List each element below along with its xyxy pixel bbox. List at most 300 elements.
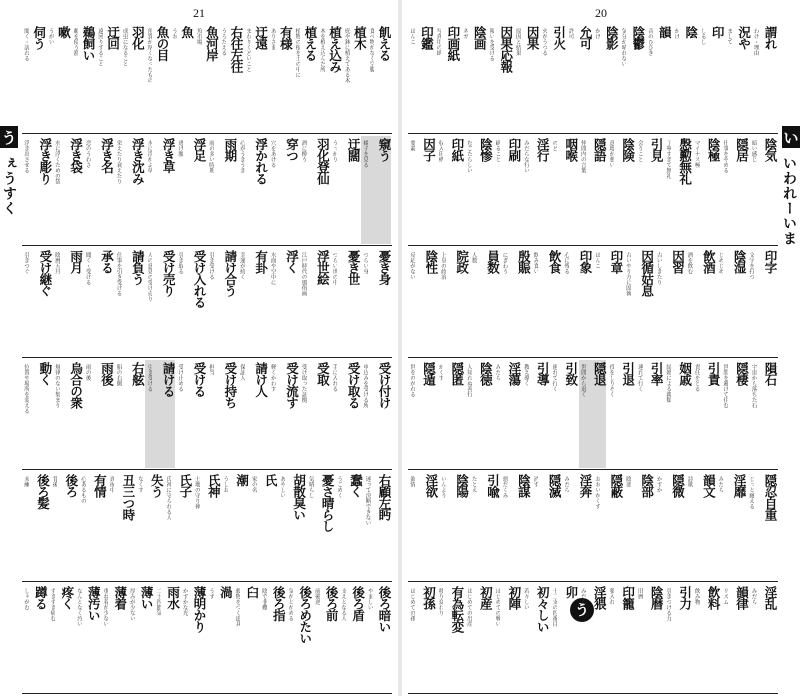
entry-definition: 庭や鉢に植えてある木 [343, 28, 350, 83]
dictionary-entry [269, 248, 299, 356]
entry-definition: 支えとなる人 [340, 588, 347, 621]
dictionary-entry [721, 360, 748, 468]
entry-definition: 心に残る [563, 252, 570, 274]
dictionary-entry [154, 584, 179, 692]
entry-definition: なんとなく汚い [75, 588, 82, 627]
entry-definition: にぎわう [501, 252, 508, 274]
entry-headword: 印象 [577, 250, 593, 273]
dictionary-entry [646, 24, 671, 132]
entry-definition: たとえ [470, 476, 477, 493]
entry-headword: 印字 [762, 250, 778, 273]
dictionary-entry [170, 24, 194, 132]
entry-definition: 穀物をつく道具 [234, 588, 241, 627]
dictionary-entry [725, 24, 750, 132]
entry-headword: 失う [149, 474, 165, 497]
entry-band [22, 472, 392, 580]
right-page [402, 0, 800, 696]
entry-definition: 聞く・受ける [84, 252, 91, 285]
entry-band [408, 472, 778, 580]
entry-definition: 人知れぬ善行 [465, 364, 472, 397]
entry-headword: 陰暦 [649, 586, 665, 609]
dictionary-entry [699, 24, 724, 132]
entry-definition: 規律のない集まり [53, 364, 60, 408]
dictionary-entry [193, 472, 220, 580]
entry-headword: 受取 [315, 362, 331, 385]
entry-headword: 有様 [278, 26, 294, 49]
entry-definition: はじめての戦い [494, 588, 501, 627]
entry-headword: 羽化 [130, 26, 146, 49]
entry-headword: 潮 [234, 474, 250, 486]
entry-headword: 受け売り [161, 250, 177, 296]
entry-headword: 受け入れる [191, 250, 207, 308]
entry-definition: 厚みが少ない [128, 588, 135, 621]
dictionary-entry [408, 136, 435, 244]
dictionary-entry [176, 360, 206, 468]
entry-definition: 江戸時代の風俗画 [300, 252, 307, 296]
entry-definition: うがい [47, 28, 54, 45]
entry-headword: 薄汚い [86, 586, 102, 621]
entry-headword: 因習 [670, 250, 686, 273]
dictionary-entry [672, 24, 697, 132]
entry-headword: 況や [736, 26, 752, 49]
entry-definition: 人の意見の受け売り [146, 252, 153, 302]
entry-band [408, 248, 778, 356]
entry-headword: 陰鬱 [630, 26, 646, 49]
entry-headword: 浮足 [191, 138, 207, 161]
dictionary-entry [493, 136, 520, 244]
dictionary-entry [343, 24, 367, 132]
entry-headword: 右往左往 [228, 26, 244, 72]
entry-definition: 前後逆 [313, 588, 320, 605]
entry-band [408, 584, 778, 692]
entry-definition: 連れて行く [551, 364, 558, 392]
dictionary-entry [75, 584, 100, 692]
entry-definition: じっと耐える [748, 476, 755, 509]
entry-headword: 員数 [485, 250, 501, 273]
dictionary-entry [408, 248, 438, 356]
dictionary-entry [176, 248, 206, 356]
entry-headword: 胡散臭い [291, 474, 307, 520]
entry-headword: 咽喉 [563, 138, 579, 161]
dictionary-entry [195, 24, 219, 132]
entry-definition: 角質が厚くなったもの [146, 28, 153, 83]
dictionary-entry [53, 360, 83, 468]
entry-headword: 渦 [218, 586, 234, 598]
entry-definition: 二十四節気 [155, 588, 162, 616]
dictionary-entry [330, 360, 360, 468]
dictionary-entry [465, 584, 492, 692]
entry-headword: 右顧左眄 [376, 474, 392, 520]
dictionary-entry [207, 136, 237, 244]
entry-headword: 受ける [191, 362, 207, 397]
entry-definition: わけ・理由 [752, 28, 759, 56]
entry-headword: 引致 [563, 362, 579, 385]
entry-definition: 陰部 [624, 476, 631, 487]
entry-definition: かげ [673, 28, 680, 39]
entry-headword: 受け継ぐ [37, 250, 53, 296]
dictionary-entry [250, 472, 277, 580]
entry-headword: 鵜飼い [80, 26, 96, 61]
entry-headword: 憂さ晴らし [320, 474, 336, 532]
entry-band [408, 24, 778, 132]
entry-headword: 初々しい [535, 586, 551, 632]
entry-definition: 背後 [51, 476, 58, 487]
entry-headword: 陰 [683, 26, 699, 38]
entry-headword: 魚の目 [154, 26, 170, 61]
dictionary-entry [22, 24, 46, 132]
entry-band [408, 360, 778, 468]
dictionary-entry [531, 472, 561, 580]
entry-definition: 雨の後 [84, 364, 91, 381]
entry-definition: 恋のうわさ [84, 140, 91, 168]
dictionary-entry [219, 24, 243, 132]
entry-headword: 印画紙 [445, 26, 461, 61]
dictionary-entry [461, 24, 486, 132]
band-divider [408, 693, 778, 694]
dictionary-entry [107, 472, 134, 580]
entry-definition: いんよう [439, 476, 446, 498]
entry-definition: ネガ [461, 28, 468, 39]
band-divider [408, 581, 778, 582]
entry-headword: 印 [710, 26, 726, 38]
entry-headword: 臼 [244, 586, 260, 598]
entry-headword: 植え込み [327, 26, 343, 72]
entry-definition: 責任をとる [693, 364, 700, 392]
entry-headword: 請け合う [222, 250, 238, 296]
dictionary-entry [567, 24, 592, 132]
entry-definition: 受け止める [177, 364, 184, 392]
dictionary-entry [278, 472, 305, 580]
entry-headword: 陰極 [706, 138, 722, 161]
dictionary-entry [50, 472, 77, 580]
entry-definition: 引きつける力 [665, 588, 672, 621]
entry-headword: 後ろ [63, 474, 79, 497]
dictionary-entry [693, 360, 720, 468]
dictionary-entry [439, 472, 469, 580]
entry-definition: 暗い感じ [750, 140, 757, 162]
entry-definition: 引きつぐ [23, 252, 29, 274]
entry-headword: 動く [37, 362, 53, 385]
entry-definition: 心あるもの [79, 476, 86, 504]
dictionary-entry [136, 472, 163, 580]
entry-definition: 気がとがめる [287, 588, 294, 621]
entry-definition: 連れて行く [636, 364, 643, 392]
entry-definition: 十二支の四番目 [551, 588, 558, 627]
entry-headword: 初産 [478, 586, 494, 609]
entry-headword: 飢える [376, 26, 392, 61]
entry-headword: 後ろ暗い [376, 586, 392, 632]
entry-headword: 烏合の衆 [68, 362, 84, 408]
entry-headword: 受け流す [284, 362, 300, 408]
dictionary-entry [436, 360, 463, 468]
entry-definition: しゃがむ [23, 588, 29, 610]
entry-headword: 嗽 [56, 26, 72, 38]
entry-headword: 隠居 [734, 138, 750, 161]
dictionary-entry [47, 24, 71, 132]
entry-definition: 遠回りすること [97, 28, 103, 67]
dictionary-entry [636, 360, 663, 468]
entry-definition: 保証人 [238, 364, 245, 381]
dictionary-entry [501, 248, 531, 356]
entry-headword: 浮く [284, 250, 300, 273]
entry-definition: はんこ [594, 252, 600, 269]
entry-definition: つらい世の中 [331, 252, 338, 285]
entry-definition: うしお [222, 476, 229, 493]
entry-definition: 未練 [23, 476, 29, 487]
entry-headword: 陰徳 [478, 362, 494, 385]
entry-definition: 引き受ける [146, 364, 153, 392]
entry-headword: 浮き名 [99, 138, 115, 173]
entry-headword: 承る [99, 250, 115, 273]
entry-definition: おおいかくす [594, 476, 600, 509]
entry-definition: うろたえる [220, 28, 227, 56]
entry-headword: 植木 [352, 26, 368, 49]
dictionary-entry [48, 584, 73, 692]
entry-headword: 請ける [161, 362, 177, 397]
entry-definition: 食べ物がなく空腹 [368, 28, 375, 72]
entry-headword: 魚河岸 [204, 26, 220, 61]
entry-headword: 丑三つ時 [120, 474, 136, 520]
dictionary-entry [145, 136, 175, 244]
entry-definition: 仲間内の言葉 [579, 140, 586, 173]
dictionary-entry [330, 248, 360, 356]
entry-headword: 初孫 [421, 586, 437, 609]
entry-band [22, 248, 392, 356]
entry-headword: 韻律 [734, 586, 750, 609]
entry-headword: 允可 [577, 26, 593, 49]
entry-definition: 移り変わり [437, 588, 444, 616]
entry-headword: 陰険 [620, 138, 636, 161]
entry-definition: 上皇の政治 [439, 252, 446, 280]
entry-definition: マイナス極 [693, 140, 700, 168]
dictionary-entry [664, 584, 691, 692]
entry-headword: 伺う [31, 26, 47, 49]
dictionary-entry [84, 248, 114, 356]
entry-headword: 印章 [608, 250, 624, 273]
entry-definition: みだら [494, 364, 501, 381]
entry-band [22, 360, 392, 468]
entry-headword: 隠忍自重 [762, 474, 778, 520]
entry-definition: 栄えたり衰えたり [115, 140, 122, 184]
dictionary-entry [22, 248, 52, 356]
dictionary-entry [655, 472, 685, 580]
entry-definition: 仕事を引き受ける [115, 252, 122, 296]
entry-headword: 氏神 [206, 474, 222, 497]
dictionary-entry [747, 248, 777, 356]
dictionary-entry [693, 584, 720, 692]
entry-headword: 有卦 [253, 250, 269, 273]
dictionary-entry [366, 584, 391, 692]
dictionary-entry [269, 24, 293, 132]
entry-band [22, 136, 392, 244]
dictionary-entry [367, 24, 391, 132]
entry-definition: 人数 [470, 252, 477, 263]
entry-definition: 重ね着が少ない [102, 588, 109, 627]
entry-definition: のど [551, 140, 558, 151]
dictionary-entry [607, 360, 634, 468]
section-marker-u: う [570, 598, 594, 622]
entry-headword: 雨水 [165, 586, 181, 609]
dictionary-entry [176, 136, 206, 244]
dictionary-entry [238, 136, 268, 244]
entry-definition: かげ [594, 28, 600, 39]
entry-band [22, 24, 392, 132]
dictionary-entry [487, 24, 512, 132]
entry-headword: 隠匿 [449, 362, 465, 385]
dictionary-entry [562, 472, 592, 580]
dictionary-entry [22, 584, 47, 692]
dictionary-entry [269, 136, 299, 244]
entry-definition: 欲情 [409, 476, 415, 487]
dictionary-entry [579, 136, 606, 244]
dictionary-entry [436, 584, 463, 692]
dictionary-entry [636, 584, 663, 692]
entry-headword: 引導 [535, 362, 551, 385]
dictionary-entry [293, 24, 317, 132]
entry-headword: 受け取る [346, 362, 362, 408]
entry-headword: 因果応報 [498, 26, 514, 72]
entry-definition: 酒を飲む [686, 252, 693, 274]
entry-headword: 陰部 [639, 474, 655, 497]
band-divider [22, 357, 392, 358]
dictionary-entry [115, 360, 145, 468]
dictionary-entry [686, 248, 716, 356]
entry-headword: 雨期 [222, 138, 238, 161]
page-number-left: 21 [193, 6, 205, 20]
entry-headword: 淫乱 [762, 586, 778, 609]
entry-headword: 浮き草 [161, 138, 177, 173]
entry-definition: 水に浮くための袋 [53, 140, 60, 184]
entry-headword: 憂き世 [346, 250, 362, 285]
entry-definition: 引き取る [177, 252, 184, 274]
dictionary-entry [84, 360, 114, 468]
entry-definition: 飲み物 [693, 588, 700, 605]
band-divider [22, 245, 392, 246]
dictionary-entry [207, 360, 237, 468]
entry-definition: 会うこと [636, 140, 643, 162]
dictionary-entry [550, 360, 577, 468]
entry-headword: 請負う [130, 250, 146, 285]
entry-headword: 院政 [454, 250, 470, 273]
dictionary-entry [752, 24, 777, 132]
entry-definition: 消す [532, 476, 539, 487]
dictionary-entry [238, 248, 268, 356]
entry-definition: みだらな行い [522, 140, 529, 173]
entry-definition: 様子を見る [362, 140, 369, 168]
entry-headword: 有情 [92, 474, 108, 497]
entry-definition: やましい [366, 588, 373, 610]
dictionary-entry [361, 360, 391, 468]
entry-definition: 船の右側 [115, 364, 122, 386]
entry-definition: 気晴らし [307, 476, 314, 498]
entry-definition: みだら [717, 476, 724, 493]
entry-headword: 韻 [657, 26, 673, 38]
entry-definition: 手に入れる [331, 364, 338, 392]
entry-headword: 陰画 [472, 26, 488, 49]
dictionary-entry [238, 360, 268, 468]
entry-definition: 古いやり方に固執 [624, 252, 631, 296]
entry-definition: 成虫になること [121, 28, 128, 67]
entry-headword: 隠滅 [547, 474, 563, 497]
dictionary-entry [624, 248, 654, 356]
entry-headword: 受け持ち [222, 362, 238, 408]
entry-definition: 許可 [567, 28, 574, 39]
entry-definition: 悪だくみ [501, 476, 508, 498]
dictionary-entry [22, 472, 49, 580]
dictionary-entry [330, 136, 360, 244]
entry-headword: 隠棲 [734, 362, 750, 385]
dictionary-entry [501, 472, 531, 580]
dictionary-entry [522, 136, 549, 244]
entry-definition: みだら [579, 588, 586, 605]
entry-headword: 浮き沈み [130, 138, 146, 184]
entry-definition: 浮き出させる [23, 140, 29, 173]
entry-definition: 古いしきたり [655, 252, 662, 285]
entry-definition: 旧暦 [636, 588, 643, 599]
entry-definition: 土地の守り神 [193, 476, 200, 509]
dictionary-entry [716, 248, 746, 356]
entry-headword: 蹲る [33, 586, 49, 609]
entry-definition: つらい身 [362, 252, 369, 274]
entry-definition: 聞く・訪れる [23, 28, 29, 61]
entry-definition: 火がうつる [541, 28, 548, 56]
dictionary-entry [101, 584, 126, 692]
dictionary-entry [335, 472, 362, 580]
dictionary-entry [260, 584, 285, 692]
band-divider [408, 245, 778, 246]
entry-definition: 酒に酔う [300, 140, 307, 162]
dictionary-entry [550, 584, 577, 692]
entry-definition: 世間から退く [579, 364, 586, 397]
entry-headword: 雨後 [99, 362, 115, 385]
dictionary-entry [300, 360, 330, 468]
entry-definition: かすかな光 [181, 588, 188, 616]
dictionary-entry [115, 136, 145, 244]
entry-headword: 憂き身 [376, 250, 392, 285]
entry-definition: うお [171, 28, 177, 39]
entry-definition: 仕事をやめる [722, 140, 729, 173]
entry-headword: 隠微 [670, 474, 686, 497]
dictionary-entry [607, 584, 634, 692]
entry-headword: 後ろ盾 [350, 586, 366, 621]
dictionary-entry [593, 24, 618, 132]
entry-definition: 原因と結果 [514, 28, 521, 56]
entry-headword: 印紙 [449, 138, 465, 161]
margin-tab-range: いわれーいま [782, 156, 798, 246]
entry-headword: 淫靡 [732, 474, 748, 497]
entry-headword: 迂闊 [346, 138, 362, 161]
dictionary-entry [164, 472, 191, 580]
entry-definition: 報いを受ける [488, 28, 495, 61]
dictionary-entry [686, 472, 716, 580]
entry-headword: 因子 [421, 138, 437, 161]
entry-definition: 引き受ける [208, 252, 214, 280]
entry-definition: 水面や空中に [269, 252, 276, 285]
entry-band [408, 136, 778, 244]
entry-headword: 印籠 [620, 586, 636, 609]
entry-headword: 初陣 [506, 586, 522, 609]
entry-definition: あやしい [279, 476, 286, 498]
entry-headword: 飲食 [547, 250, 563, 273]
entry-headword: 氏子 [177, 474, 193, 497]
dictionary-entry [408, 472, 438, 580]
entry-definition: 陰暦五月 [53, 252, 60, 274]
entry-headword: 浮世絵 [315, 250, 331, 285]
entry-headword: 雨月 [68, 250, 84, 273]
entry-definition: 飲み食い [532, 252, 539, 274]
dictionary-entry [624, 472, 654, 580]
entry-definition: 写真用の紙 [435, 28, 442, 56]
